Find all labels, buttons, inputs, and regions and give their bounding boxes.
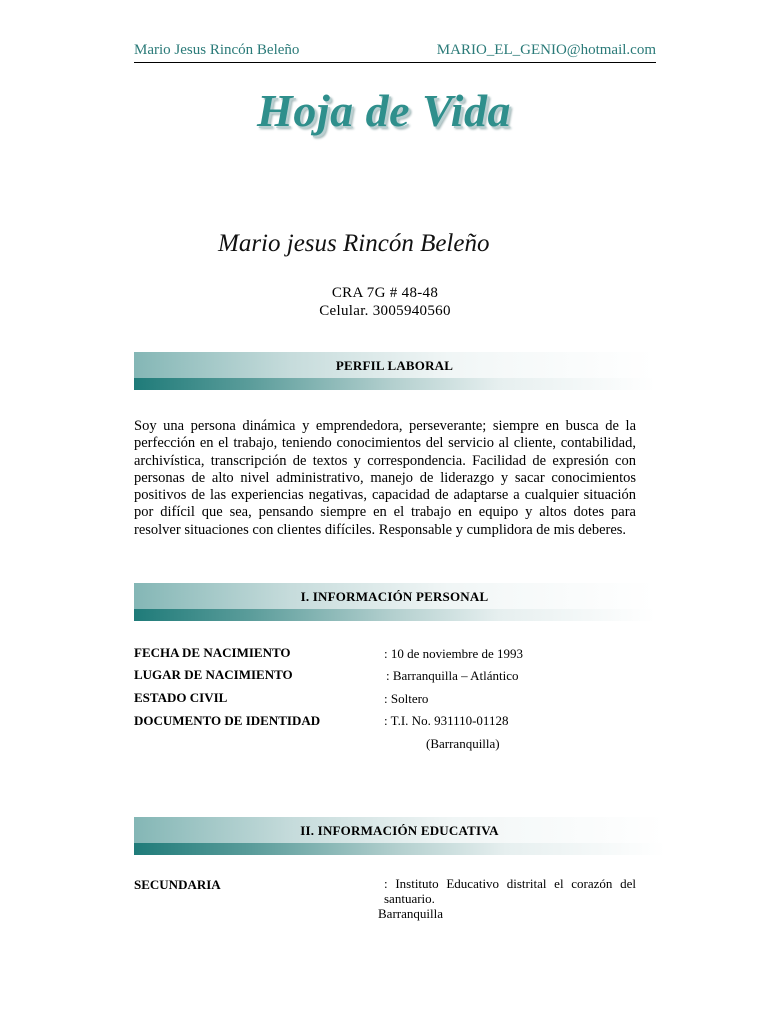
section-heading-education: II. INFORMACIÓN EDUCATIVA xyxy=(300,823,499,838)
education-label-secondary: SECUNDARIA xyxy=(134,877,221,892)
info-label-civil-status: ESTADO CIVIL xyxy=(134,690,228,705)
person-phone: Celular. 3005940560 xyxy=(319,303,451,319)
info-value-civil-status: : Soltero xyxy=(384,691,429,706)
header-name: Mario Jesus Rincón Beleño xyxy=(134,42,300,58)
person-name: Mario jesus Rincón Beleño xyxy=(218,230,490,257)
education-value-school: : Instituto Educativo distrital el corazón del santuario. xyxy=(384,876,636,906)
info-value-id-document: : T.I. No. 931110-01128 xyxy=(384,713,509,728)
document-title: Hoja de Vida xyxy=(257,85,511,136)
education-value-city: Barranquilla xyxy=(378,906,443,921)
section-bar-profile xyxy=(134,352,655,390)
info-label-birth-place: LUGAR DE NACIMIENTO xyxy=(134,667,293,682)
section-heading-personal: I. INFORMACIÓN PERSONAL xyxy=(300,589,489,604)
header-email: MARIO_EL_GENIO@hotmail.com xyxy=(436,42,656,58)
section-bar-personal xyxy=(134,583,655,621)
header-divider xyxy=(134,62,656,63)
info-label-id-document: DOCUMENTO DE IDENTIDAD xyxy=(134,713,321,728)
info-value-birth-date: : 10 de noviembre de 1993 xyxy=(384,646,523,661)
info-value-birth-place: : Barranquilla – Atlántico xyxy=(386,668,519,683)
section-bar-education xyxy=(134,817,665,855)
person-address: CRA 7G # 48-48 xyxy=(331,285,439,301)
info-value-id-city: (Barranquilla) xyxy=(426,736,500,751)
info-label-birth-date: FECHA DE NACIMIENTO xyxy=(134,645,291,660)
profile-paragraph: Soy una persona dinámica y emprendedora, perseverante; siempre en busca de la perfección en el trabajo, teniendo conocimientos del servicio al cliente, contabilidad, archivística, transcripción de textos y correspondencia. Facilidad de expresión con personas de alto nivel administrativo, manejo de liderazgo y sacar conocimientos positivos de las experiencias negativas, capacidad de adaptarse a cualquier situación por difícil que sea, pensando siempre en el trabajo en equipo y altos dotes para resolver situaciones con clientes difíciles. Responsable y cumplidora de mis deberes. xyxy=(134,418,636,538)
section-heading-profile: PERFIL LABORAL xyxy=(335,358,454,373)
